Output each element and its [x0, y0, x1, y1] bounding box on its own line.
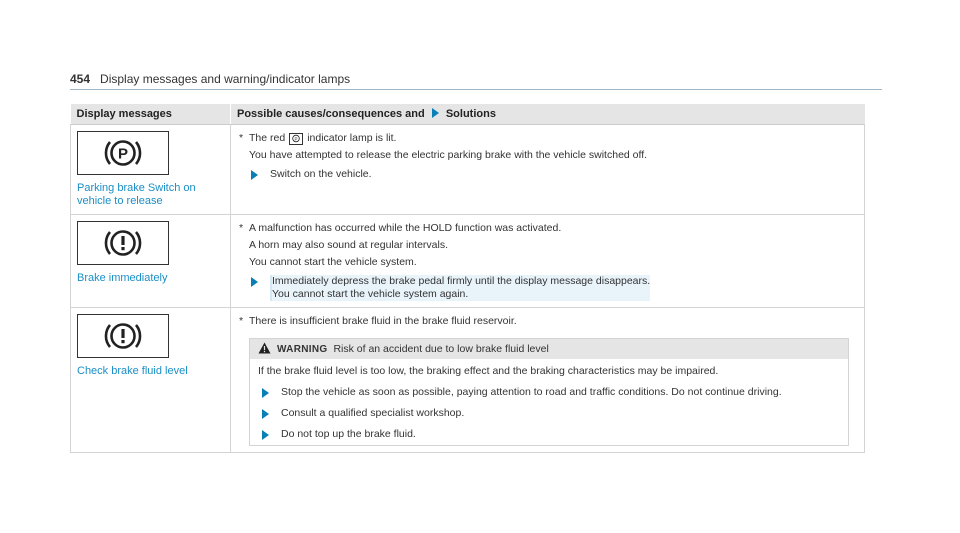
page-title: Display messages and warning/indicator lamps [100, 72, 351, 86]
svg-text:P: P [117, 145, 129, 163]
display-message-cell [71, 308, 231, 453]
action-arrow-icon [251, 170, 258, 180]
warning-title: WARNING [277, 343, 328, 355]
action-text: Do not top up the brake fluid. [281, 428, 416, 440]
display-message-cell [71, 125, 231, 215]
message-label-line1: Parking brake Switch on [77, 182, 196, 194]
message-label [77, 182, 224, 208]
cause-solution-cell [231, 308, 865, 453]
warning-box [249, 338, 849, 446]
table-row [71, 308, 865, 453]
causes-header-text: Possible causes/consequences and [237, 108, 425, 120]
warning-action [258, 386, 840, 399]
svg-text:P: P [294, 136, 298, 142]
action-text: Immediately depress the brake pedal firmly until the display message disappears. [272, 275, 651, 287]
warning-text: If the brake fluid level is too low, the braking effect and the braking characteristics may be impaired. [258, 365, 719, 377]
column-header-causes-solutions [231, 104, 865, 125]
message-label-line2: vehicle to release [77, 195, 163, 207]
solution-action [237, 168, 858, 181]
parking-brake-p-inline-icon [289, 133, 303, 145]
table-row [71, 125, 865, 215]
table-row [71, 215, 865, 308]
solution-arrow-icon [432, 108, 439, 118]
warning-heading: Risk of an accident due to low brake fluid level [333, 343, 549, 355]
warning-header [250, 339, 848, 359]
brake-warning-exclamation-icon [77, 221, 169, 265]
page-header [70, 72, 350, 86]
action-arrow-icon [262, 388, 269, 398]
cause-text: A malfunction has occurred while the HOLD function was activated. [249, 222, 562, 234]
warning-action [258, 407, 840, 420]
action-note: You cannot start the vehicle system again. [272, 288, 469, 300]
message-label: Check brake fluid level [77, 365, 188, 377]
display-messages-table [70, 104, 865, 453]
parking-brake-p-icon [77, 131, 169, 175]
cause-item: * There is insufficient brake fluid in the brake fluid reservoir. [239, 315, 517, 327]
action-arrow-icon [251, 277, 258, 287]
cause-text-b: indicator lamp is lit. [307, 132, 397, 144]
display-message-cell [71, 215, 231, 308]
cause-item: * The red P indicator lamp is lit. [239, 132, 397, 144]
warning-action [258, 428, 840, 441]
solution-action [237, 275, 858, 301]
table-header-row [71, 104, 865, 125]
brake-warning-exclamation-icon [77, 314, 169, 358]
cause-solution-cell [231, 215, 865, 308]
cause-detail: A horn may also sound at regular intervals. [249, 239, 449, 251]
warning-triangle-icon [258, 342, 271, 357]
action-text-block [270, 275, 650, 301]
cause-item: * A malfunction has occurred while the HOLD function was activated. [239, 222, 562, 234]
action-text: Stop the vehicle as soon as possible, paying attention to road and traffic conditions. Do not continue driving. [281, 386, 782, 398]
solutions-header-text: Solutions [445, 108, 496, 120]
cause-text: There is insufficient brake fluid in the brake fluid reservoir. [249, 315, 517, 327]
action-text: Switch on the vehicle. [270, 168, 372, 180]
header-divider [70, 89, 882, 90]
page-number: 454 [70, 72, 91, 86]
action-arrow-icon [262, 409, 269, 419]
warning-body [250, 359, 848, 445]
column-header-display-messages: Display messages [71, 104, 231, 125]
message-label: Brake immediately [77, 272, 168, 284]
cause-text-a: The red [249, 132, 286, 144]
cause-solution-cell [231, 125, 865, 215]
cause-detail: You have attempted to release the electric parking brake with the vehicle switched off. [249, 149, 648, 161]
action-text: Consult a qualified specialist workshop. [281, 407, 465, 419]
cause-detail: You cannot start the vehicle system. [249, 256, 417, 268]
action-arrow-icon [262, 430, 269, 440]
